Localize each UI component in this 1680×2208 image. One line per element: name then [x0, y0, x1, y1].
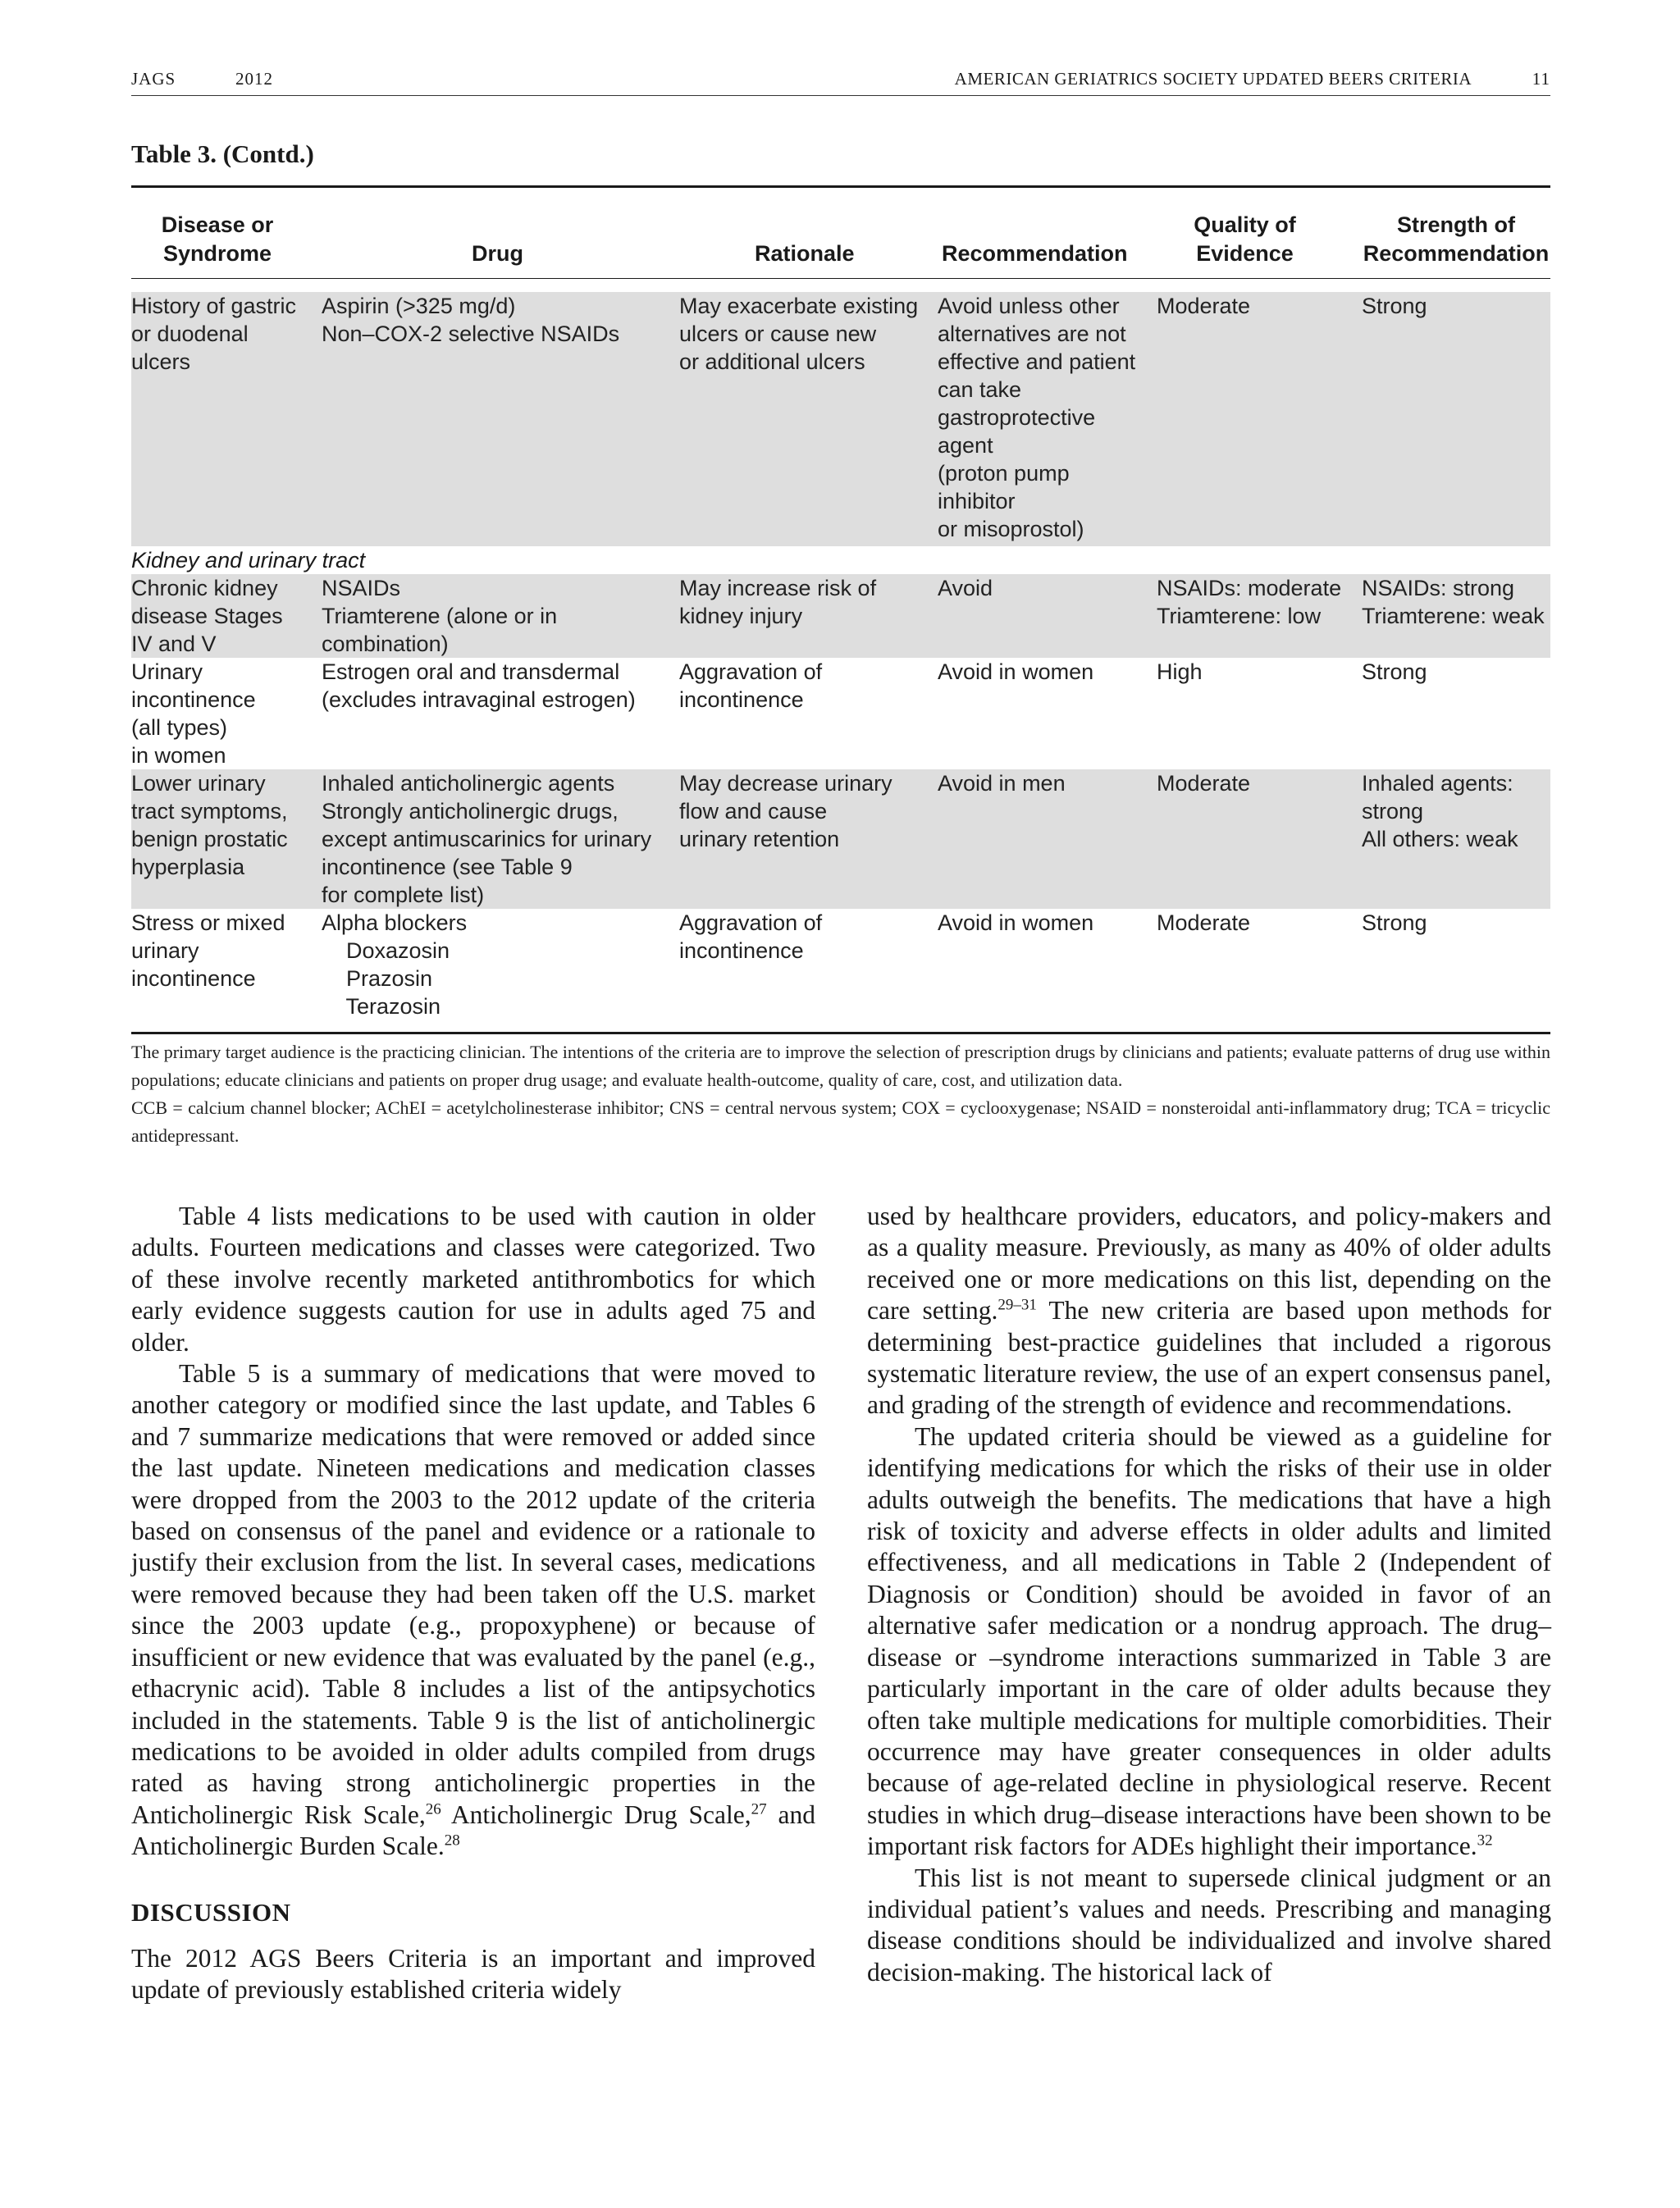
footnote-purpose: The primary target audience is the practicing clinician. The intentions of the criteria are to improve the selection of prescription drugs by clinicians and patients; evaluate patterns of drug use within populations; educate clinicians and patients on proper drug usage; and evaluate health-outcome, quality of care, cost, and utilization data. — [131, 1042, 1550, 1090]
cell-recommendation: Avoid — [938, 576, 993, 600]
footnote-abbreviations: CCB = calcium channel blocker; AChEI = acetylcholinesterase inhibitor; CNS = central nervous system; COX = cyclooxygenase; NSAID = nonsteroidal anti-inflammatory drug; TCA = tricyclic antidepressant. — [131, 1097, 1550, 1146]
table-row — [131, 909, 1550, 1032]
cell-strength: Strong — [1362, 294, 1427, 318]
cell-disease: Lower urinary tract symptoms, benign prostatic hyperplasia — [131, 771, 288, 879]
cell-recommendation: Avoid in women — [938, 910, 1094, 935]
body-column-right — [867, 1201, 1551, 1988]
section-heading: DISCUSSION — [131, 1897, 291, 1927]
cell-quality: Moderate — [1157, 294, 1251, 318]
cell-drug: Alpha blockers Doxazosin Prazosin Terazosin — [322, 910, 468, 1019]
cell-quality: Moderate — [1157, 910, 1251, 935]
cell-disease: Chronic kidney disease Stages IV and V — [131, 576, 283, 656]
citation: 29–31 — [998, 1296, 1037, 1314]
cell-disease: Urinary incontinence (all types) in women — [131, 659, 256, 768]
table-row — [131, 658, 1550, 769]
body-column-left — [131, 1201, 815, 2006]
cell-recommendation: Avoid in women — [938, 659, 1094, 684]
cell-rationale: May increase risk of kidney injury — [679, 576, 877, 628]
table-footnotes — [131, 1038, 1550, 1150]
cell-recommendation: Avoid unless other alternatives are not effective and patient can take gastroprotective agent (proton pump inhibitor or misoprostol) — [938, 294, 1136, 541]
cell-rationale: Aggravation of incontinence — [679, 659, 823, 712]
table-row — [131, 292, 1550, 546]
cell-rationale: Aggravation of incontinence — [679, 910, 823, 963]
cell-recommendation: Avoid in men — [938, 771, 1066, 796]
cell-quality: NSAIDs: moderate Triamterene: low — [1157, 576, 1342, 628]
paragraph: used by healthcare providers, educators, and policy-makers and as a quality measure. Previously, as many as 40% of older adults received one or more medications on this list, depending on the care setting.$^{29-31}$ The new criteria are based upon methods for determining best-practice guidelines that included a rigorous systematic literature review, the use of an expert consensus panel, and grading of the strength of evidence and recommendations. — [867, 1202, 1551, 1420]
citation: 28 — [444, 1832, 460, 1850]
table-row — [131, 769, 1550, 909]
citation: 32 — [1477, 1832, 1493, 1850]
cell-strength: Strong — [1362, 659, 1427, 684]
col-header-quality: Quality of Evidence — [1194, 212, 1296, 266]
citation: 27 — [751, 1800, 767, 1818]
paragraph: Table 4 lists medications to be used with caution in older adults. Fourteen medications and classes were categorized. Two of these involve recently marketed antithrombotics for which early evidence suggests caution for use in adults aged 75 and older. — [131, 1202, 815, 1357]
cell-strength: NSAIDs: strong Triamterene: weak — [1362, 576, 1545, 628]
paragraph: The updated criteria should be viewed as a guideline for identifying medications for which the risks of their use in older adults outweigh the benefits. The medications that have a high risk of toxicity and adverse effects in older adults and limited effectiveness, and all medications in Table 2 (Independent of Diagnosis or Condition) should be avoided in favor of an alternative safer medication or a nondrug approach. The drug–disease or –syndrome interactions summarized in Table 3 are particularly important in the care of older adults because they often take multiple medications for multiple comorbidities. Their occurrence may have greater consequences in older adults because of age-related decline in physiological reserve. Recent studies in which drug–disease interactions have been shown to be important risk factors for ADEs highlight their importance.$^{32}$ — [867, 1421, 1551, 1861]
col-header-drug: Drug — [472, 241, 523, 266]
cell-drug: NSAIDs Triamterene (alone or in combination) — [322, 576, 558, 656]
journal-name: JAGS — [131, 69, 176, 89]
cell-drug: Estrogen oral and transdermal (excludes intravaginal estrogen) — [322, 659, 636, 712]
col-header-strength: Strength of Recommendation — [1363, 212, 1550, 266]
paragraph: This list is not meant to supersede clinical judgment or an individual patient’s values and needs. Prescribing and managing disease conditions should be individualized and involve shared decision-making. The historical lack of — [867, 1863, 1551, 1987]
cell-drug: Inhaled anticholinergic agents Strongly anticholinergic drugs, except antimuscarinics for urinary incontinence (see Table 9 for complete list) — [322, 771, 652, 907]
paragraph: Table 5 is a summary of medications that were moved to another category or modified since the last update, and Tables 6 and 7 summarize medications that were removed or added since the last update. Nineteen medications and medication classes were dropped from the 2003 to the 2012 update of the criteria based on consensus of the panel and evidence or a rationale to justify their exclusion from the list. In several cases, medications were removed because they had been taken off the U.S. market since the 2003 update (e.g., propoxyphene) or because of insufficient or new evidence that was evaluated by the panel (e.g., ethacrynic acid). Table 8 includes a list of the antipsychotics included in the statements. Table 9 is the list of anticholinergic medications to be avoided in older adults compiled from drugs rated as having strong anticholinergic properties in the Anticholinergic Risk Scale,$^{26}$ Anticholinergic Drug Scale,$^{27}$ and Anticholinergic Burden Scale.$^{28}$ — [131, 1359, 816, 1861]
table-3 — [131, 185, 1550, 1034]
running-title: AMERICAN GERIATRICS SOCIETY UPDATED BEERS CRITERIA — [954, 69, 1472, 89]
table-spacer — [131, 279, 1550, 292]
cell-disease: History of gastric or duodenal ulcers — [131, 294, 297, 374]
citation: 26 — [425, 1800, 441, 1818]
table-row — [131, 574, 1550, 658]
cell-quality: High — [1157, 659, 1203, 684]
cell-strength: Strong — [1362, 910, 1427, 935]
cell-rationale: May decrease urinary flow and cause urinary retention — [679, 771, 892, 851]
col-header-disease: Disease or Syndrome — [161, 212, 274, 266]
table-caption: Table 3. (Contd.) — [131, 139, 314, 168]
running-header — [131, 69, 1550, 96]
paragraph: The 2012 AGS Beers Criteria is an important and improved update of previously established criteria widely — [131, 1943, 815, 2005]
page-number: 11 — [1532, 69, 1550, 89]
cell-drug: Aspirin (>325 mg/d) Non–COX-2 selective NSAIDs — [322, 294, 620, 346]
cell-rationale: May exacerbate existing ulcers or cause new or additional ulcers — [679, 294, 919, 374]
journal-year: 2012 — [235, 69, 273, 89]
table-header-row — [131, 188, 1550, 279]
section-label: Kidney and urinary tract — [131, 548, 366, 573]
cell-disease: Stress or mixed urinary incontinence — [131, 910, 285, 991]
cell-quality: Moderate — [1157, 771, 1251, 796]
col-header-recommendation: Recommendation — [942, 241, 1128, 266]
col-header-rationale: Rationale — [755, 241, 855, 266]
cell-strength: Inhaled agents: strong All others: weak — [1362, 771, 1518, 851]
